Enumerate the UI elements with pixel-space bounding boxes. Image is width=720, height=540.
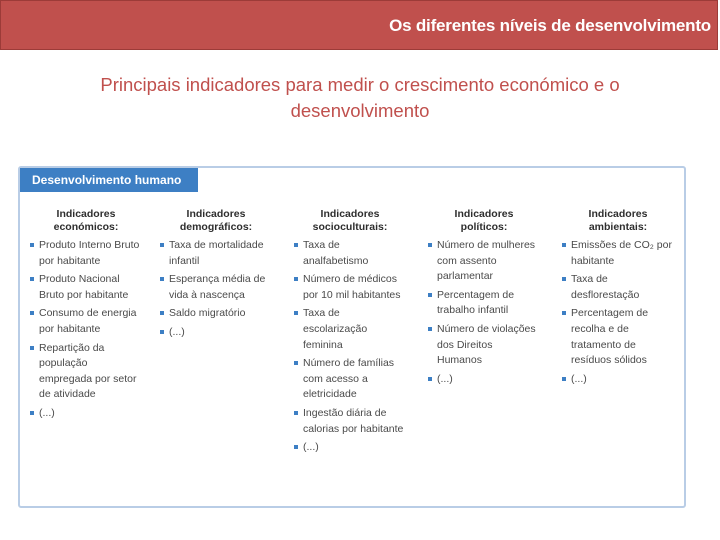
column-environmental (562, 208, 674, 390)
list-item: Taxa de mortalidade infantil (160, 238, 272, 269)
list-item: (...) (562, 372, 674, 388)
list-item: Taxa de analfabetismo (294, 238, 406, 269)
list-item: Esperança média de vida à nascença (160, 272, 272, 303)
list-item: Produto Nacional Bruto por habitante (30, 272, 142, 303)
list-item: Percentagem de recolha e de tratamento de resíduos sólidos (562, 306, 674, 368)
list-item: Consumo de energia por habitante (30, 306, 142, 337)
list-item: Saldo migratório (160, 306, 272, 322)
top-banner (0, 0, 718, 50)
column-political (428, 208, 540, 390)
list-item: Emissões de CO₂ por habitante (562, 238, 674, 269)
column-title: Indicadores socioculturais: (312, 208, 388, 233)
list-item: (...) (428, 372, 540, 388)
list-item: Taxa de escolarização feminina (294, 306, 406, 353)
list-item: Número de violações dos Direitos Humanos (428, 322, 540, 369)
list-item: (...) (160, 325, 272, 341)
column-title: Indicadores económicos: (53, 208, 119, 233)
list-item: (...) (30, 406, 142, 422)
list-item: Taxa de desflorestação (562, 272, 674, 303)
page-subtitle: Principais indicadores para medir o crescimento económico e o desenvolvimento (100, 74, 620, 121)
column-sociocultural (294, 208, 406, 459)
list-item: Ingestão diária de calorias por habitante (294, 406, 406, 437)
list-item: Número de famílias com acesso a eletricidade (294, 356, 406, 403)
list-item: Produto Interno Bruto por habitante (30, 238, 142, 269)
list-item: Percentagem de trabalho infantil (428, 288, 540, 319)
list-item: Repartição da população empregada por setor de atividade (30, 341, 142, 403)
indicators-panel (18, 166, 686, 508)
list-item: Número de médicos por 10 mil habitantes (294, 272, 406, 303)
column-title: Indicadores demográficos: (179, 208, 253, 233)
column-title: Indicadores políticos: (454, 208, 514, 233)
column-title: Indicadores ambientais: (588, 208, 648, 233)
column-economic (30, 208, 142, 425)
list-item: (...) (294, 440, 406, 456)
panel-tab-label: Desenvolvimento humano (20, 168, 198, 192)
list-item: Número de mulheres com assento parlamentar (428, 238, 540, 285)
column-demographic (160, 208, 272, 344)
banner-title: Os diferentes níveis de desenvolvimento (389, 16, 711, 35)
